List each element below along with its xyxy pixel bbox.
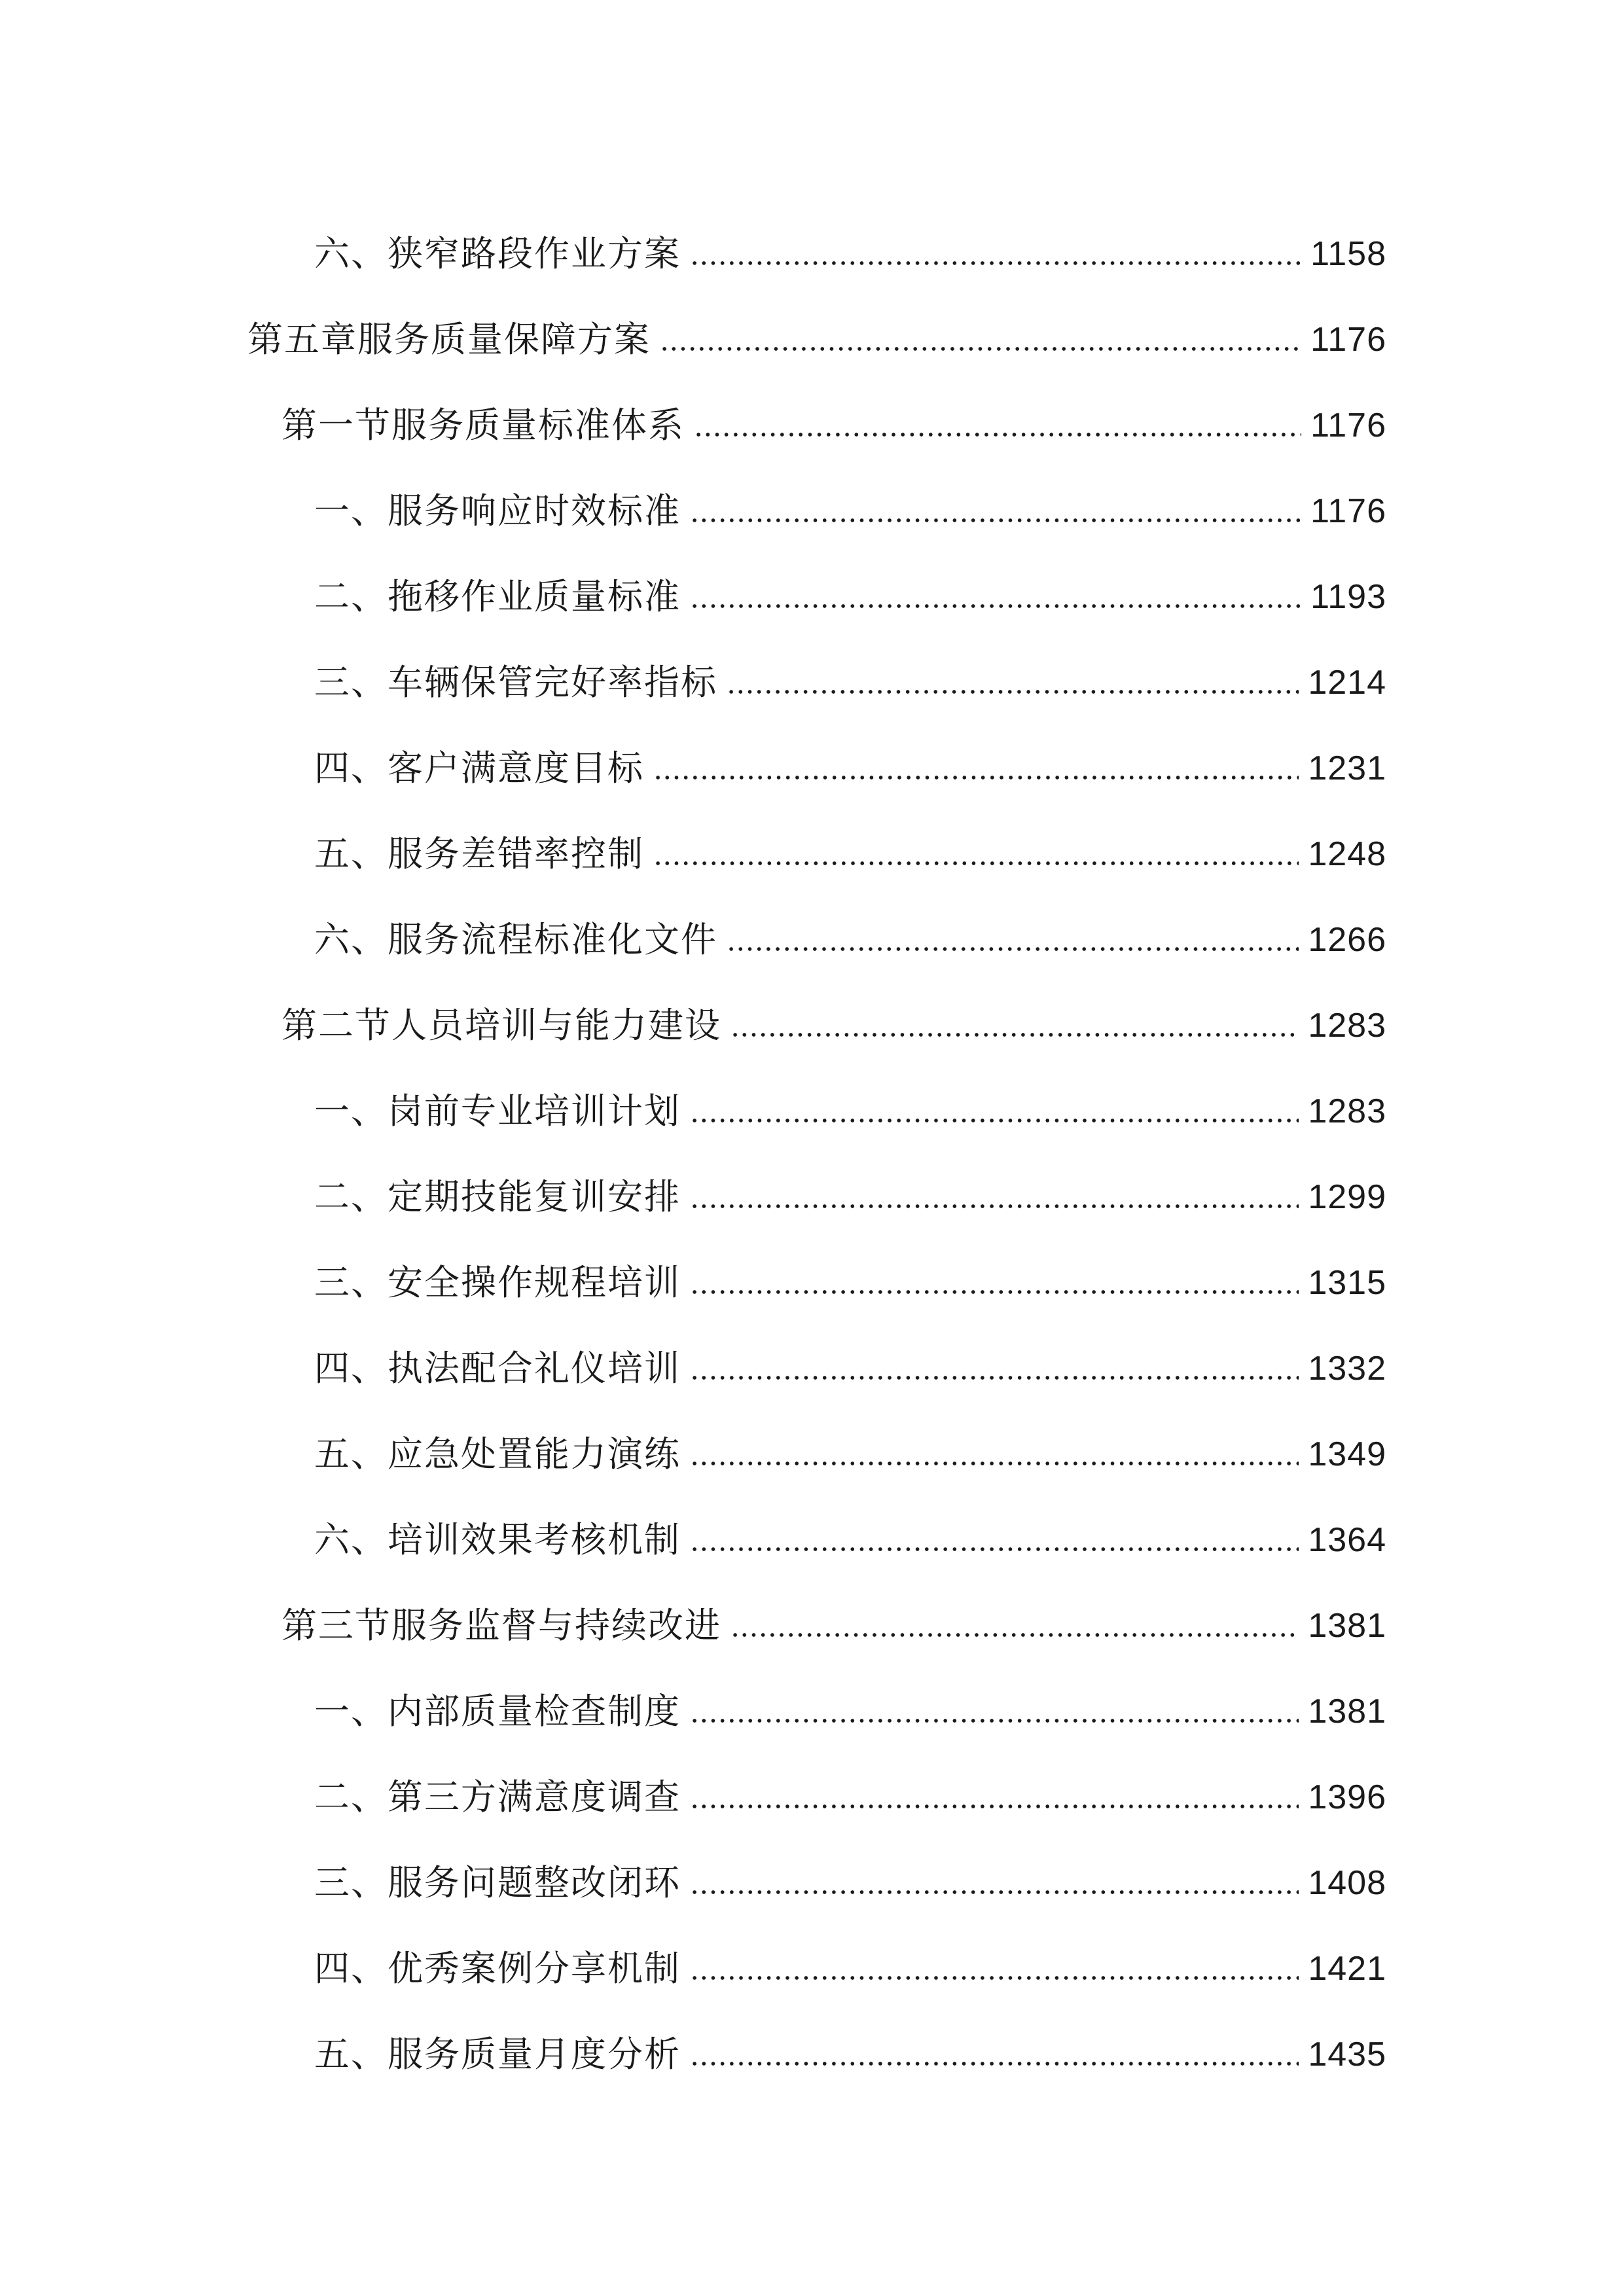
toc-dot-leader [690, 518, 1301, 523]
toc-entry[interactable] [0, 982, 1624, 1068]
toc-entry[interactable] [0, 897, 1624, 982]
toc-entry-page-number: 1315 [1308, 1263, 1386, 1302]
toc-entry-page-number: 1231 [1308, 749, 1386, 787]
toc-entry[interactable] [0, 382, 1624, 468]
toc-entry-page-number: 1435 [1308, 2035, 1386, 2073]
toc-entry-page-number: 1299 [1308, 1177, 1386, 1216]
toc-entry-page-number: 1349 [1308, 1435, 1386, 1473]
toc-entry-page-number: 1193 [1310, 577, 1386, 616]
toc-entry-page-number: 1364 [1308, 1520, 1386, 1559]
toc-entry-page-number: 1283 [1308, 1092, 1386, 1130]
toc-dot-leader [690, 1289, 1299, 1295]
toc-entry-title: 三、车辆保管完好率指标 [314, 661, 717, 703]
toc-entry[interactable] [0, 1926, 1624, 2011]
toc-entry[interactable] [0, 1754, 1624, 1840]
toc-entry-page-number: 1176 [1310, 406, 1386, 444]
toc-entry[interactable] [0, 639, 1624, 725]
toc-entry-title: 三、服务问题整改闭环 [314, 1861, 681, 1903]
toc-entry-page-number: 1408 [1308, 1863, 1386, 1902]
toc-entry[interactable] [0, 1154, 1624, 1240]
toc-dot-leader [731, 1032, 1299, 1037]
toc-entry-title: 第三节服务监督与持续改进 [281, 1604, 721, 1646]
toc-entry-page-number: 1421 [1308, 1949, 1386, 1988]
toc-entry-title: 三、安全操作规程培训 [314, 1261, 681, 1303]
toc-entry[interactable] [0, 811, 1624, 897]
table-of-contents [0, 211, 1624, 2097]
toc-dot-leader [690, 1461, 1299, 1466]
toc-entry-title: 四、优秀案例分享机制 [314, 1947, 681, 1989]
toc-entry-page-number: 1283 [1308, 1006, 1386, 1045]
toc-dot-leader [653, 861, 1299, 866]
toc-entry[interactable] [0, 2011, 1624, 2097]
toc-dot-leader [690, 1890, 1299, 1895]
toc-entry-page-number: 1396 [1308, 1778, 1386, 1816]
toc-dot-leader [690, 603, 1301, 609]
toc-dot-leader [690, 1718, 1299, 1723]
toc-dot-leader [660, 346, 1301, 351]
toc-dot-leader [690, 1975, 1299, 1981]
toc-entry-page-number: 1381 [1308, 1692, 1386, 1731]
toc-dot-leader [694, 432, 1301, 437]
toc-entry-title: 五、应急处置能力演练 [314, 1433, 681, 1475]
toc-entry-page-number: 1332 [1308, 1349, 1386, 1388]
toc-entry[interactable] [0, 468, 1624, 554]
toc-entry-title: 一、内部质量检查制度 [314, 1690, 681, 1732]
toc-entry[interactable] [0, 554, 1624, 639]
toc-dot-leader [690, 1547, 1299, 1552]
toc-entry[interactable] [0, 1325, 1624, 1411]
toc-entry-title: 第五章服务质量保障方案 [247, 318, 651, 360]
toc-entry-title: 四、执法配合礼仪培训 [314, 1347, 681, 1389]
toc-entry-page-number: 1158 [1310, 234, 1386, 273]
toc-entry[interactable] [0, 725, 1624, 811]
toc-entry-page-number: 1176 [1310, 492, 1386, 530]
toc-entry-title: 六、服务流程标准化文件 [314, 918, 717, 960]
toc-entry-page-number: 1176 [1310, 320, 1386, 359]
toc-entry[interactable] [0, 1068, 1624, 1154]
toc-dot-leader [690, 1118, 1299, 1123]
toc-entry[interactable] [0, 211, 1624, 296]
toc-dot-leader [690, 1375, 1299, 1380]
toc-dot-leader [690, 1204, 1299, 1209]
toc-entry[interactable] [0, 1497, 1624, 1583]
toc-dot-leader [690, 260, 1301, 266]
toc-dot-leader [731, 1632, 1299, 1638]
toc-entry-page-number: 1381 [1308, 1606, 1386, 1645]
toc-entry-title: 一、服务响应时效标准 [314, 490, 681, 531]
toc-entry-title: 五、服务质量月度分析 [314, 2033, 681, 2075]
toc-entry-title: 第二节人员培训与能力建设 [281, 1004, 721, 1046]
toc-dot-leader [727, 689, 1299, 694]
toc-entry[interactable] [0, 1240, 1624, 1325]
toc-entry-title: 六、培训效果考核机制 [314, 1518, 681, 1560]
toc-dot-leader [653, 775, 1299, 780]
toc-entry-title: 四、客户满意度目标 [314, 747, 644, 789]
toc-dot-leader [727, 946, 1299, 952]
toc-entry-page-number: 1266 [1308, 920, 1386, 959]
toc-entry-title: 二、定期技能复训安排 [314, 1175, 681, 1217]
toc-dot-leader [690, 1804, 1299, 1809]
toc-entry[interactable] [0, 1668, 1624, 1754]
toc-entry-page-number: 1214 [1308, 663, 1386, 702]
toc-entry[interactable] [0, 1840, 1624, 1926]
toc-entry-title: 第一节服务质量标准体系 [281, 404, 685, 446]
toc-entry[interactable] [0, 296, 1624, 382]
toc-entry[interactable] [0, 1583, 1624, 1668]
toc-entry-page-number: 1248 [1308, 834, 1386, 873]
toc-entry-title: 二、第三方满意度调查 [314, 1776, 681, 1818]
toc-dot-leader [690, 2061, 1299, 2066]
toc-entry-title: 二、拖移作业质量标准 [314, 575, 681, 617]
toc-entry-title: 六、狭窄路段作业方案 [314, 232, 681, 274]
toc-entry[interactable] [0, 1411, 1624, 1497]
toc-entry-title: 五、服务差错率控制 [314, 833, 644, 874]
toc-entry-title: 一、岗前专业培训计划 [314, 1090, 681, 1132]
